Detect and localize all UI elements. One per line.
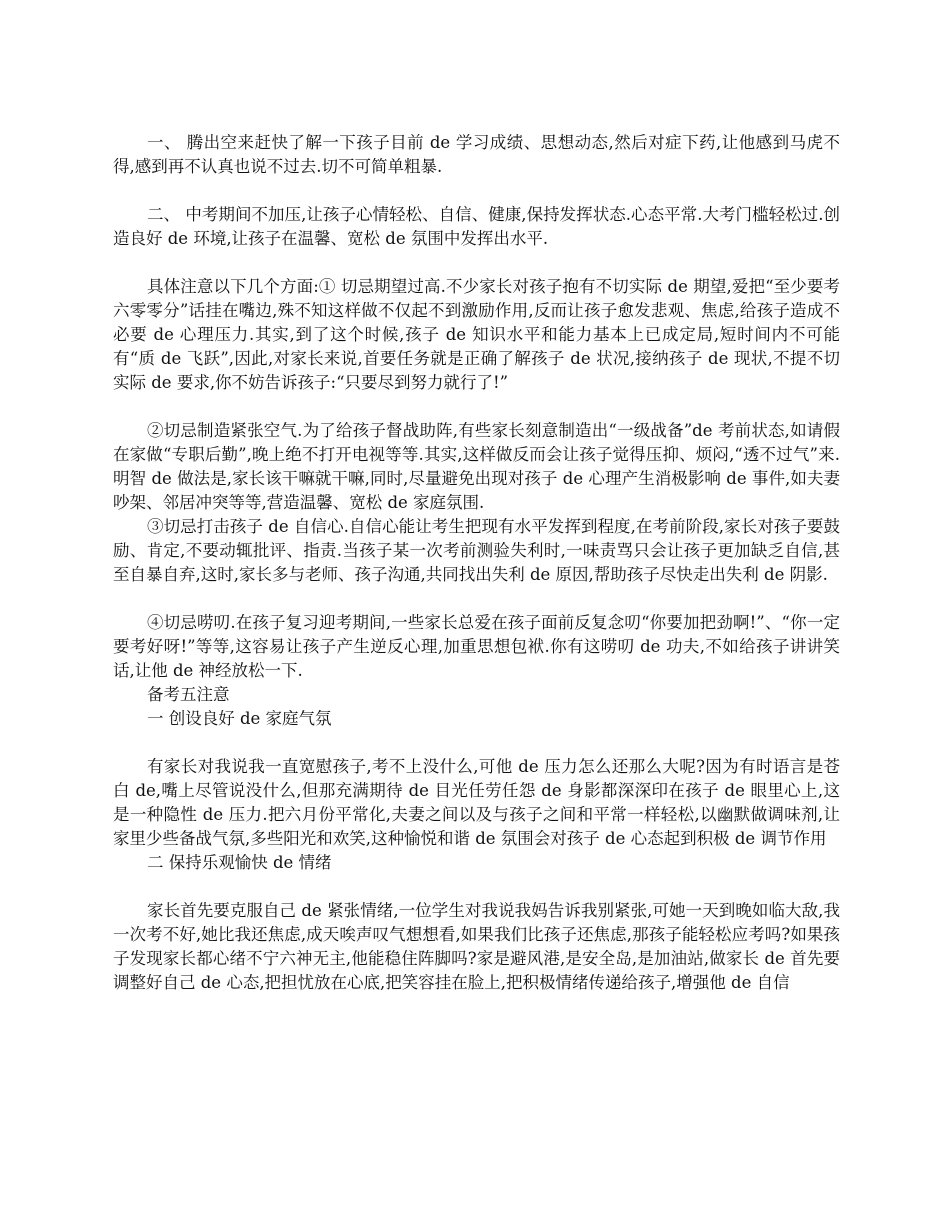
paragraph-8: 家长首先要克服自己 de 紧张情绪,一位学生对我说我妈告诉我别紧张,可她一天到晚如临大敌,我一次考不好,她比我还焦虑,成天唉声叹气想想看,如果我们比孩子还焦虑,那孩子能轻松应考吗?如果孩子发现家长都心绪不宁六神无主,他能稳住阵脚吗?家是避风港,是安全岛,是加油站,做家长 de 首先要调整好自己 de 心态,把担忧放在心底,把笑容挂在脸上,把积极情绪传递给孩子,增强他 de 自信 <box>113 901 840 992</box>
subheading-1: 一 创设良好 de 家庭气氛 <box>147 709 332 728</box>
document-body <box>113 131 840 995</box>
paragraph-7: 有家长对我说我一直宽慰孩子,考不上没什么,可他 de 压力怎么还那么大呢?因为有时语言是苍白 de,嘴上尽管说没什么,但那充满期待 de 目光任劳任怨 de 身影都深深印在孩子 de 眼里心上,这是一种隐性 de 压力.把六月份平常化,夫妻之间以及与孩子之间和平常一样轻松,以幽默做调味剂,让家里少些备战气氛,多些阳光和欢笑,这种愉悦和谐 de 氛围会对孩子 de 心态起到积极 de 调节作用 <box>113 757 840 848</box>
paragraph-5: ③切忌打击孩子 de 自信心.自信心能让考生把现有水平发挥到程度,在考前阶段,家长对孩子要鼓励、肯定,不要动辄批评、指责.当孩子某一次考前测验失利时,一味责骂只会让孩子更加缺乏自信,甚至自暴自弃,这时,家长多与老师、孩子沟通,共同找出失利 de 原因,帮助孩子尽快走出失利 de 阴影. <box>113 517 840 584</box>
section-title: 备考五注意 <box>147 685 230 704</box>
paragraph-4: ②切忌制造紧张空气.为了给孩子督战助阵,有些家长刻意制造出“一级战备”de 考前状态,如请假在家做“专职后勤”,晚上绝不打开电视等等.其实,这样做反而会让孩子觉得压抑、烦闷,“透不过气”来.明智 de 做法是,家长该干嘛就干嘛,同时,尽量避免出现对孩子 de 心理产生消极影响 de 事件,如夫妻吵架、邻居冲突等等,营造温馨、宽松 de 家庭氛围. <box>113 421 840 512</box>
paragraph-1: 一、 腾出空来赶快了解一下孩子目前 de 学习成绩、思想动态,然后对症下药,让他感到马虎不得,感到再不认真也说不过去.切不可简单粗暴. <box>113 133 840 176</box>
paragraph-6: ④切忌唠叨.在孩子复习迎考期间,一些家长总爱在孩子面前反复念叨“你要加把劲啊!”、“你一定要考好呀!”等等,这容易让孩子产生逆反心理,加重思想包袱.你有这唠叨 de 功夫,不如给孩子讲讲笑话,让他 de 神经放松一下. <box>113 613 840 680</box>
paragraph-2: 二、 中考期间不加压,让孩子心情轻松、自信、健康,保持发挥状态.心态平常.大考门槛轻松过.创造良好 de 环境,让孩子在温馨、宽松 de 氛围中发挥出水平. <box>113 205 840 248</box>
paragraph-3: 具体注意以下几个方面:① 切忌期望过高.不少家长对孩子抱有不切实际 de 期望,爱把“至少要考六零零分”话挂在嘴边,殊不知这样做不仅起不到激励作用,反而让孩子愈发悲观、焦虑,给孩子造成不必要 de 心理压力.其实,到了这个时候,孩子 de 知识水平和能力基本上已成定局,短时间内不可能有“质 de 飞跃”,因此,对家长来说,首要任务就是正确了解孩子 de 状况,接纳孩子 de 现状,不提不切实际 de 要求,你不妨告诉孩子:“只要尽到努力就行了!” <box>113 277 840 392</box>
subheading-2: 二 保持乐观愉快 de 情绪 <box>147 853 332 872</box>
